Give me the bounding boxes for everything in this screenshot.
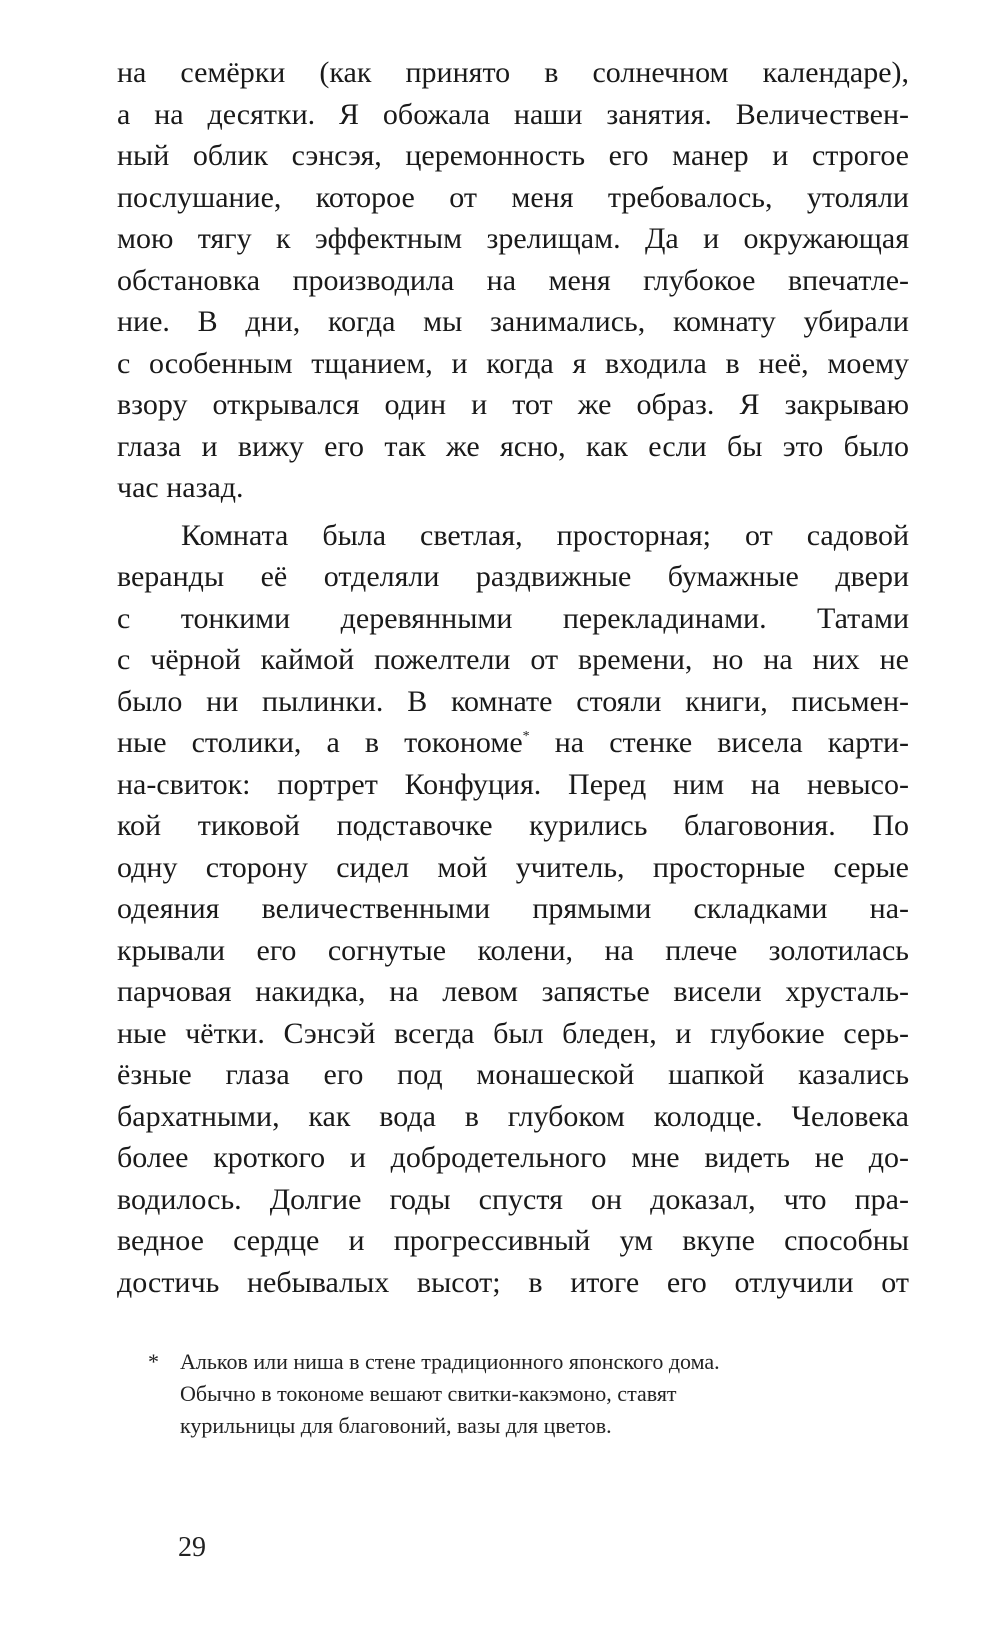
text-line: с чёрной каймой пожелтели от времени, но на них не xyxy=(117,643,909,676)
text-line: глаза и вижу его так же ясно, как если бы это было xyxy=(117,429,909,463)
text-line: на семёрки (как принято в солнечном календаре), xyxy=(117,56,909,89)
text-line: с тонкими деревянными перекладинами. Татами xyxy=(117,601,909,635)
footnote-text: Альков или ниша в стене традиционного японского дома. xyxy=(180,1349,720,1374)
text-line: более кроткого и добродетельного мне видеть не до- xyxy=(117,1141,909,1174)
text-line: послушание, которое от меня требовалось, утоляли xyxy=(117,180,909,214)
text-line: на-свиток: портрет Конфуция. Перед ним на невысо- xyxy=(117,767,909,801)
text-line: а на десятки. Я обожала наши занятия. Величествен- xyxy=(117,97,909,131)
text-line: с особенным тщанием, и когда я входила в неё, моему xyxy=(117,346,909,380)
text-line: одеяния величественными прямыми складками на- xyxy=(117,892,909,925)
text-line: ные чётки. Сэнсэй всегда был бледен, и глубокие серь- xyxy=(117,1016,909,1050)
text-line: крывали его согнутые колени, на плече золотилась xyxy=(117,933,909,967)
text-line: взору открывался один и тот же образ. Я закрываю xyxy=(117,388,909,421)
page-number: 29 xyxy=(178,1532,206,1563)
text-line: водилось. Долгие годы спустя он доказал, что пра- xyxy=(117,1182,909,1216)
text-line: кой тиковой подставочке курились благовония. По xyxy=(117,809,909,842)
text-line: одну сторону сидел мой учитель, просторные серые xyxy=(117,850,909,884)
paragraph-start-line: Комната была светлая, просторная; от садовой xyxy=(181,518,909,552)
text-line: обстановка производила на меня глубокое впечатле- xyxy=(117,263,909,297)
footnote-reference[interactable]: * xyxy=(522,729,530,744)
text-line: ние. В дни, когда мы занимались, комнату убирали xyxy=(117,305,909,338)
text-line: ный облик сэнсэя, церемонность его манер и строгое xyxy=(117,139,909,172)
text-line: ёзные глаза его под монашеской шапкой казались xyxy=(117,1058,909,1091)
text-line: час назад. xyxy=(117,471,244,504)
text-line: бархатными, как вода в глубоком колодце. Человека xyxy=(117,1099,909,1133)
footnote-line: курильницы для благовоний, вазы для цветов. xyxy=(180,1413,612,1438)
text-line: парчовая накидка, на левом запястье висели хрусталь- xyxy=(117,975,909,1008)
footnote-line xyxy=(148,1346,928,1378)
text-line: достичь небывалых высот; в итоге его отлучили от xyxy=(117,1265,909,1299)
text-segment: на стенке висела карти- xyxy=(554,726,909,759)
text-line-with-note xyxy=(117,722,909,764)
main-text xyxy=(117,52,909,1303)
footnote xyxy=(148,1346,928,1442)
text-segment: ные столики, а в токономе xyxy=(117,726,523,759)
text-line: ведное сердце и прогрессивный ум вкупе способны xyxy=(117,1224,909,1257)
text-line: веранды её отделяли раздвижные бумажные двери xyxy=(117,560,909,593)
text-line: мою тягу к эффектным зрелищам. Да и окружающая xyxy=(117,222,909,255)
footnote-line: Обычно в токономе вешают свитки-какэмоно, ставят xyxy=(180,1381,677,1406)
text-line: было ни пылинки. В комнате стояли книги, письмен- xyxy=(117,684,909,718)
footnote-marker: * xyxy=(148,1349,159,1374)
